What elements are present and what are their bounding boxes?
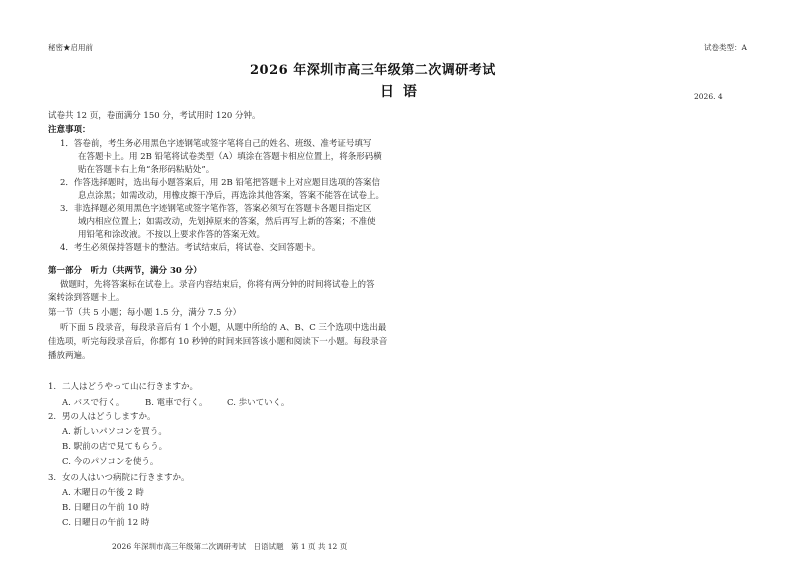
note-line: 1．答卷前，考生务必用黑色字迹钢笔或签字笔将自己的姓名、班级、准考证号填写 [60,139,372,149]
exam-title: 2026 年深圳市高三年级第二次调研考试 [250,63,496,78]
confidential-label: 秘密★启用前 [48,43,93,52]
question-text: 二人はどうやって山に行きますか。 [62,382,199,392]
section1-instruction-line: 佳选项，听完每段录音后，你都有 10 秒钟的时间来回答该小题和阅读下一小题。每段录音 [48,337,388,347]
note-line: 贴在答题卡右上角“条形码粘贴处”。 [78,165,215,175]
question-text: 男の人はどうしますか。 [62,412,156,422]
option-b: B. 駅前の店で見てもらう。 [62,442,168,452]
note-line: 2．作答选择题时，选出每小题答案后，用 2B 铅笔把答题卡上对应题目选项的答案信 [60,178,380,188]
option-b: B. 電車で行く。 [145,398,208,408]
note-line: 3．非选择题必须用黑色字迹钢笔或签字笔作答，答案必须写在答题卡各题目指定区 [60,204,372,214]
part1-heading: 第一部分 听力（共两节，满分 30 分） [48,266,202,276]
note-line: 4．考生必须保持答题卡的整洁。考试结束后，将试卷、交回答题卡。 [60,243,321,253]
question-number: 1. [48,382,57,392]
note-line: 在答题卡上。用 2B 铅笔将试卷类型（A）填涂在答题卡相应位置上，将条形码横 [78,152,382,162]
option-c: C. 日曜日の午前 12 時 [62,518,150,528]
part1-intro-line: 案转涂到答题卡上。 [48,293,125,303]
exam-info: 试卷共 12 页，卷面满分 150 分，考试用时 120 分钟。 [48,111,261,121]
option-a: A. 新しいパソコンを買う。 [62,427,167,437]
paper-type-label: 试卷类型：A [704,43,747,52]
option-c: C. 歩いていく。 [227,398,290,408]
note-line: 用铅笔和涂改液。不按以上要求作答的答案无效。 [78,230,266,240]
option-a: A. 木曜日の午後 2 時 [62,488,144,498]
page-footer: 2026 年深圳市高三年级第二次调研考试 日语试题 第 1 页 共 12 页 [112,542,348,551]
section1-instruction-line: 听下面 5 段录音，每段录音后有 1 个小题，从题中所给的 A、B、C 三个选项中选出最 [60,323,387,333]
option-b: B. 日曜日の午前 10 時 [62,503,150,513]
question-text: 女の人はいつ病院に行きますか。 [62,473,190,483]
question-number: 3. [48,473,57,483]
note-line: 息点涂黑；如需改动，用橡皮擦干净后，再选涂其他答案，答案不能答在试卷上。 [78,191,385,201]
section1-instruction-line: 播放两遍。 [48,351,91,361]
option-a: A. バスで行く。 [62,398,125,408]
exam-date: 2026. 4 [694,92,723,101]
question-number: 2. [48,412,57,422]
option-c: C. 今のパソコンを使う。 [62,457,159,467]
notes-heading: 注意事项： [48,125,91,135]
section1-heading: 第一节（共 5 小题；每小题 1.5 分，满分 7.5 分） [48,308,242,318]
subject-title: 日 语 [380,84,419,100]
note-line: 域内相应位置上；如需改动，先划掉原来的答案，然后再写上新的答案；不准使 [78,217,376,227]
part1-intro-line: 做题时，先将答案标在试卷上。录音内容结束后，你将有两分钟的时间将试卷上的答 [60,280,375,290]
